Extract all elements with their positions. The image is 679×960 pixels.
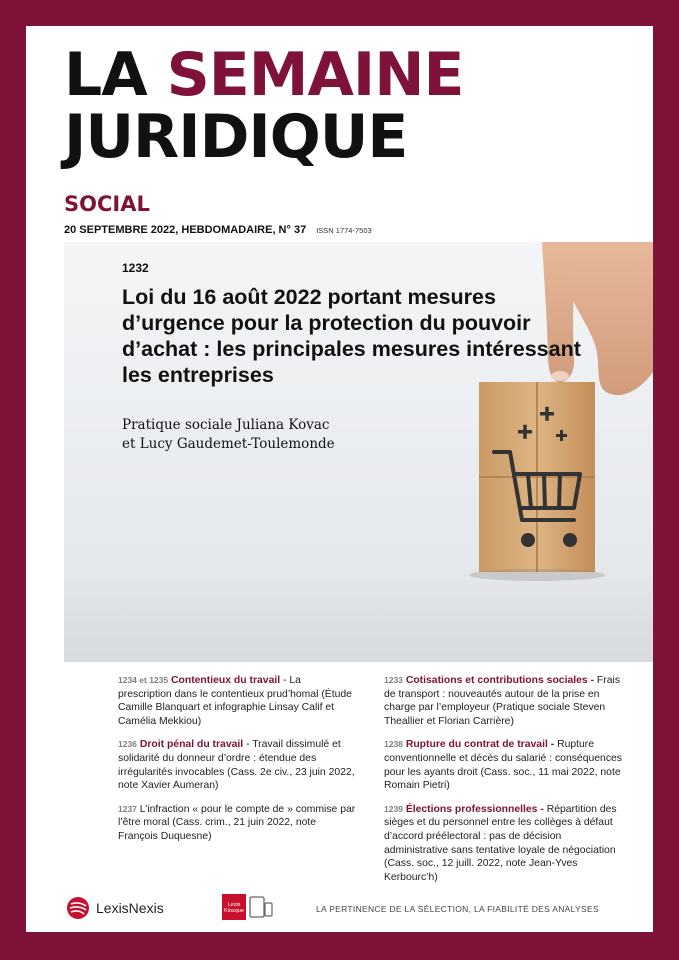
section-name: SOCIAL — [64, 192, 150, 216]
item-text: L’infraction « pour le compte de » commise par l’être moral (Cass. crim., 21 juin 2022, note François Duquesne) — [118, 803, 356, 842]
masthead-word-la: LA — [64, 40, 147, 110]
tagline: LA PERTINENCE DE LA SÉLECTION, LA FIABILITÉ DES ANALYSES — [316, 904, 599, 914]
item-category: Cotisations et contributions sociales - — [405, 675, 595, 686]
masthead-line-1 — [64, 40, 464, 110]
contents-item — [384, 674, 622, 728]
cover-byline — [122, 416, 462, 454]
item-category: Rupture du contrat de travail - — [405, 739, 555, 751]
masthead-line-2: JURIDIQUE — [64, 102, 408, 172]
kiosque-line-1: Lexis — [227, 902, 241, 908]
kiosque-badge — [222, 894, 246, 920]
devices-icon — [248, 894, 274, 920]
contents-column-right — [384, 674, 622, 894]
item-number: 1236 — [118, 739, 137, 750]
item-number: 1239 — [384, 803, 403, 814]
item-text: - Travail dissimulé et solidarité du donneur d’ordre : étendue des irrégularités invocables (Cass. 2e civ., 23 juin 2022, note Xavier Aumeran) — [118, 739, 355, 792]
item-number: 1238 — [384, 739, 403, 750]
item-category: Droit pénal du travail — [139, 739, 244, 751]
item-category: Contentieux du travail — [171, 675, 281, 686]
contents-item — [384, 803, 622, 885]
kiosque-line-2: Kiosque — [224, 908, 244, 914]
cover-byline-line-2: et Lucy Gaudemet-Toulemonde — [122, 436, 335, 452]
contents-item — [118, 738, 356, 792]
item-number: 1234 et 1235 — [118, 675, 169, 685]
magazine-cover — [26, 26, 653, 932]
masthead — [64, 40, 464, 172]
item-text: - La prescription dans le contentieux prud’homal (Étude Camille Blanquart et infographie Linsay Calif et Camélia Mekkiou) — [118, 675, 352, 727]
contents-item — [384, 738, 622, 792]
cover-headline: Loi du 16 août 2022 portant mesures d’urgence pour la protection du pouvoir d’achat : les principales mesures intéressant les entreprises — [122, 285, 581, 387]
masthead-word-semaine: SEMAINE — [166, 40, 464, 110]
contents-item — [118, 674, 356, 728]
issn: ISSN 1774-7503 — [316, 226, 372, 235]
cover-byline-line-1: Pratique sociale Juliana Kovac — [122, 417, 330, 433]
item-text: Répartition des sièges et du personnel entre les collèges à défaut d’accord préélectoral : pas de décision administrative sans tentative loyale de négociation (Cass. soc., 12 juill. 2022, note Jean-Yves Kerbourc’h) — [384, 803, 617, 883]
cover-article-number: 1232 — [122, 261, 149, 275]
item-text: Frais de transport : nouveautés autour de la prise en charge par l’employeur (Pratique sociale Steven Theallier et Florian Carrière) — [384, 675, 621, 727]
footer — [26, 892, 653, 922]
item-number: 1233 — [384, 675, 403, 685]
item-category: Élections professionnelles - — [405, 803, 544, 815]
item-number: 1237 — [118, 803, 137, 814]
publisher-name: LexisNexis — [96, 900, 164, 916]
lexisnexis-logo-icon — [66, 896, 90, 920]
issue-line — [64, 224, 372, 236]
contents-item — [118, 803, 356, 844]
item-text: Rupture conventionnelle et décès du salarié : conséquences pour les ayants droit (Cass. soc., 11 mai 2022, note Romain Pietri) — [384, 739, 622, 792]
hero-image-area — [64, 242, 653, 662]
contents-column-left — [118, 674, 356, 854]
issue-date: 20 SEPTEMBRE 2022, HEBDOMADAIRE, N° 37 — [64, 224, 307, 236]
